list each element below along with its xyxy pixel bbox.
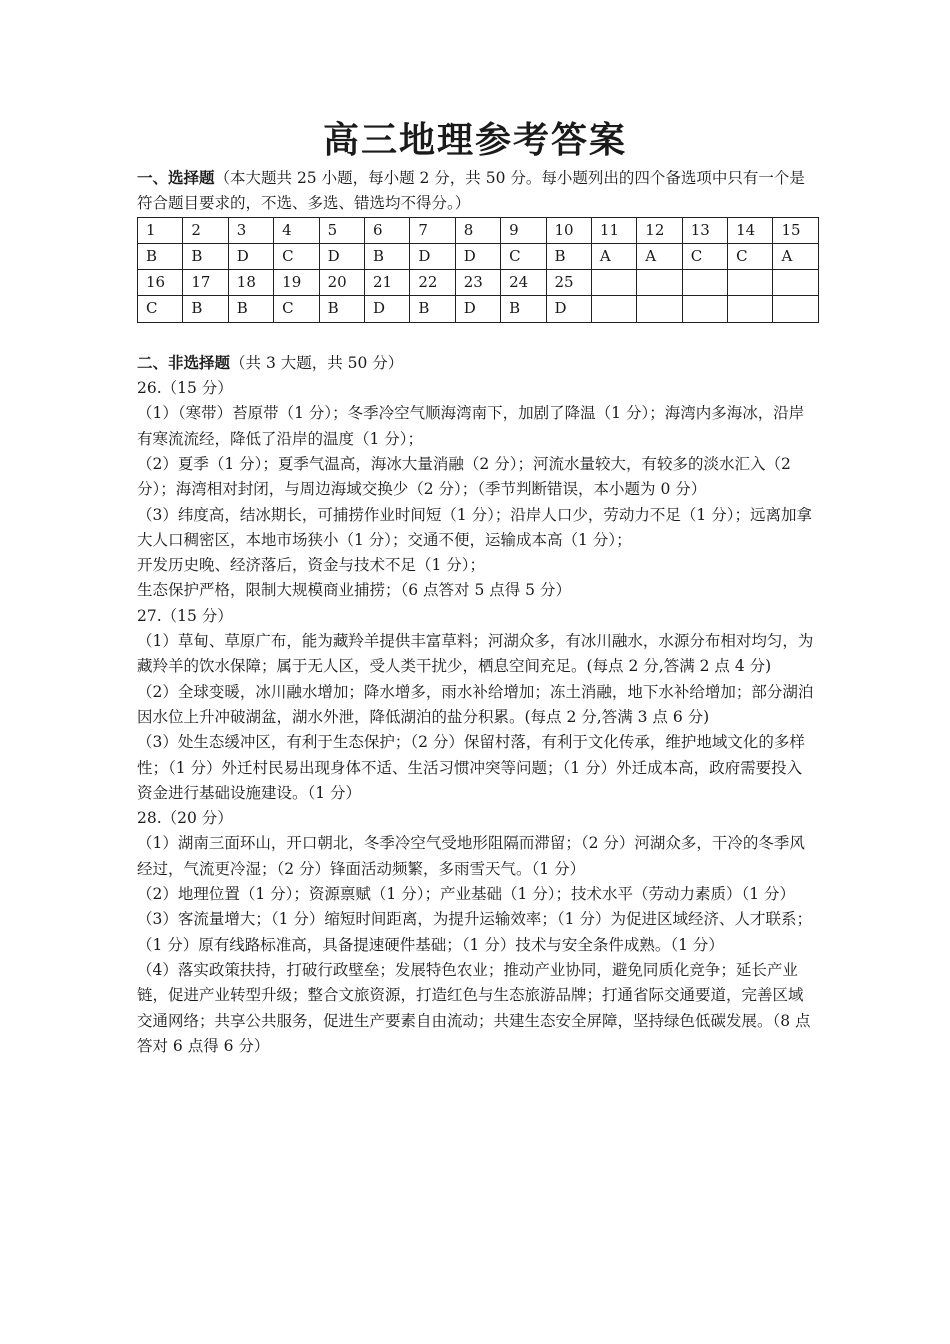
- table-cell: B: [546, 243, 591, 269]
- table-cell: D: [546, 296, 591, 322]
- table-cell: B: [501, 296, 546, 322]
- table-cell: [728, 296, 773, 322]
- q26-heading: 26.（15 分）: [137, 379, 233, 398]
- table-cell: 4: [274, 217, 319, 243]
- table-cell: 5: [319, 217, 364, 243]
- table-row: [138, 296, 819, 322]
- table-cell: 7: [410, 217, 455, 243]
- q26-line-4: 开发历史晚、经济落后，资金与技术不足（1 分）；: [137, 556, 486, 575]
- section1-paragraph: [137, 166, 817, 217]
- table-cell: A: [773, 243, 819, 269]
- table-cell: C: [682, 243, 727, 269]
- table-cell: 18: [228, 270, 273, 296]
- table-cell: 24: [501, 270, 546, 296]
- table-cell: 15: [773, 217, 819, 243]
- spacer: [137, 323, 817, 351]
- table-cell: B: [183, 243, 228, 269]
- q28-line-4: （4）落实政策扶持，打破行政壁垒；发展特色农业；推动产业协同，避免同质化竞争；延长产业链，促进产业转型升级；整合文旅资源，打造红色与生态旅游品牌；打通省际交通要道，完善区域交通网络；共享公共服务，促进生产要素自由流动；共建生态安全屏障，坚持绿色低碳发展。（8 点答对 6 点得 6 分）: [137, 960, 811, 1055]
- answer-content: [137, 166, 817, 1059]
- table-cell: B: [410, 296, 455, 322]
- q26-line-2: （2）夏季（1 分）；夏季气温高，海冰大量消融（2 分）；河流水量较大，有较多的淡水汇入（2 分）；海湾相对封闭，与周边海域交换少（2 分）；（季节判断错误，本小题为 0 分）: [137, 454, 791, 499]
- table-cell: 25: [546, 270, 591, 296]
- section2-heading: 二、非选择题: [137, 353, 231, 372]
- table-cell: 23: [455, 270, 500, 296]
- table-cell: D: [455, 243, 500, 269]
- table-cell: 1: [138, 217, 183, 243]
- table-cell: 2: [183, 217, 228, 243]
- table-cell: 22: [410, 270, 455, 296]
- table-cell: 8: [455, 217, 500, 243]
- q26-line-3: （3）纬度高，结冰期长，可捕捞作业时间短（1 分）；沿岸人口少，劳动力不足（1 分）；远离加拿大人口稠密区，本地市场狭小（1 分）；交通不便，运输成本高（1 分）；: [137, 505, 812, 549]
- table-cell: [591, 296, 636, 322]
- table-row: [138, 243, 819, 269]
- q28-line-3: （3）客流量增大；（1 分）缩短时间距离，为提升运输效率；（1 分）为促进区域经济、人才联系；（1 分）原有线路标准高，具备提速硬件基础；（1 分）技术与安全条件成熟。（1 分）: [137, 910, 812, 954]
- q27-line-2: （2）全球变暖，冰川融水增加；降水增多，雨水补给增加；冻土消融，地下水补给增加；部分湖泊因水位上升冲破湖盆，湖水外泄，降低湖泊的盐分积累。(每点 2 分,答满 3 点 6 分): [137, 682, 814, 726]
- q28-line-1: （1）湖南三面环山，开口朝北，冬季冷空气受地形阻隔而滞留；（2 分）河湖众多，干冷的冬季风经过，气流更冷湿；（2 分）锋面活动频繁，多雨雪天气。（1 分）: [137, 834, 805, 878]
- section2-paragraph: [137, 351, 817, 376]
- table-cell: 9: [501, 217, 546, 243]
- section1-intro: （本大题共 25 小题，每小题 2 分，共 50 分。每小题列出的四个备选项中只有一个是符合题目要求的，不选、多选、错选均不得分。）: [137, 169, 805, 213]
- table-cell: D: [364, 296, 409, 322]
- table-cell: A: [591, 243, 636, 269]
- table-cell: [637, 270, 682, 296]
- q27-line-1: （1）草甸、草原广布，能为藏羚羊提供丰富草料；河湖众多，有冰川融水，水源分布相对均匀，为藏羚羊的饮水保障；属于无人区，受人类干扰少，栖息空间充足。(每点 2 分,答满 2 点 4 分): [137, 632, 814, 676]
- table-cell: 12: [637, 217, 682, 243]
- table-cell: C: [501, 243, 546, 269]
- table-cell: C: [274, 296, 319, 322]
- table-cell: [637, 296, 682, 322]
- table-cell: B: [319, 296, 364, 322]
- table-cell: [682, 270, 727, 296]
- table-cell: [773, 270, 819, 296]
- answer-table-body: [138, 217, 819, 322]
- table-cell: 11: [591, 217, 636, 243]
- table-cell: C: [728, 243, 773, 269]
- table-cell: [728, 270, 773, 296]
- table-cell: D: [228, 243, 273, 269]
- answer-table: [137, 217, 819, 323]
- table-cell: D: [319, 243, 364, 269]
- q27-heading: 27.（15 分）: [137, 606, 233, 625]
- table-cell: [591, 270, 636, 296]
- q28-line-2: （2）地理位置（1 分）；资源禀赋（1 分）；产业基础（1 分）；技术水平（劳动力素质）（1 分）: [137, 885, 796, 904]
- table-cell: 10: [546, 217, 591, 243]
- table-cell: 19: [274, 270, 319, 296]
- section1-heading: 一、选择题: [137, 169, 215, 187]
- q26-line-5: 生态保护严格，限制大规模商业捕捞；（6 点答对 5 点得 5 分）: [137, 581, 571, 600]
- table-cell: 3: [228, 217, 273, 243]
- table-cell: D: [410, 243, 455, 269]
- table-cell: 14: [728, 217, 773, 243]
- table-cell: B: [364, 243, 409, 269]
- table-cell: A: [637, 243, 682, 269]
- section2-intro: （共 3 大题，共 50 分）: [230, 353, 404, 372]
- table-cell: C: [138, 296, 183, 322]
- table-cell: B: [138, 243, 183, 269]
- q28-heading: 28.（20 分）: [137, 809, 233, 828]
- table-cell: 13: [682, 217, 727, 243]
- table-cell: C: [274, 243, 319, 269]
- table-cell: 17: [183, 270, 228, 296]
- q27-line-3: （3）处生态缓冲区，有利于生态保护；（2 分）保留村落，有利于文化传承，维护地域文化的多样性；（1 分）外迁村民易出现身体不适、生活习惯冲突等问题；（1 分）外迁成本高，政府需要投入资金进行基础设施建设。（1 分）: [137, 733, 805, 802]
- table-cell: B: [228, 296, 273, 322]
- table-row: [138, 270, 819, 296]
- table-cell: 21: [364, 270, 409, 296]
- table-cell: [682, 296, 727, 322]
- table-cell: D: [455, 296, 500, 322]
- table-row: [138, 217, 819, 243]
- table-cell: 6: [364, 217, 409, 243]
- table-cell: [773, 296, 819, 322]
- q26-line-1: （1）（寒带）苔原带（1 分）；冬季冷空气顺海湾南下，加剧了降温（1 分）；海湾内多海冰，沿岸有寒流流经，降低了沿岸的温度（1 分）；: [137, 404, 805, 448]
- page-title: 高三地理参考答案: [322, 120, 627, 161]
- table-cell: 20: [319, 270, 364, 296]
- table-cell: B: [183, 296, 228, 322]
- table-cell: 16: [138, 270, 183, 296]
